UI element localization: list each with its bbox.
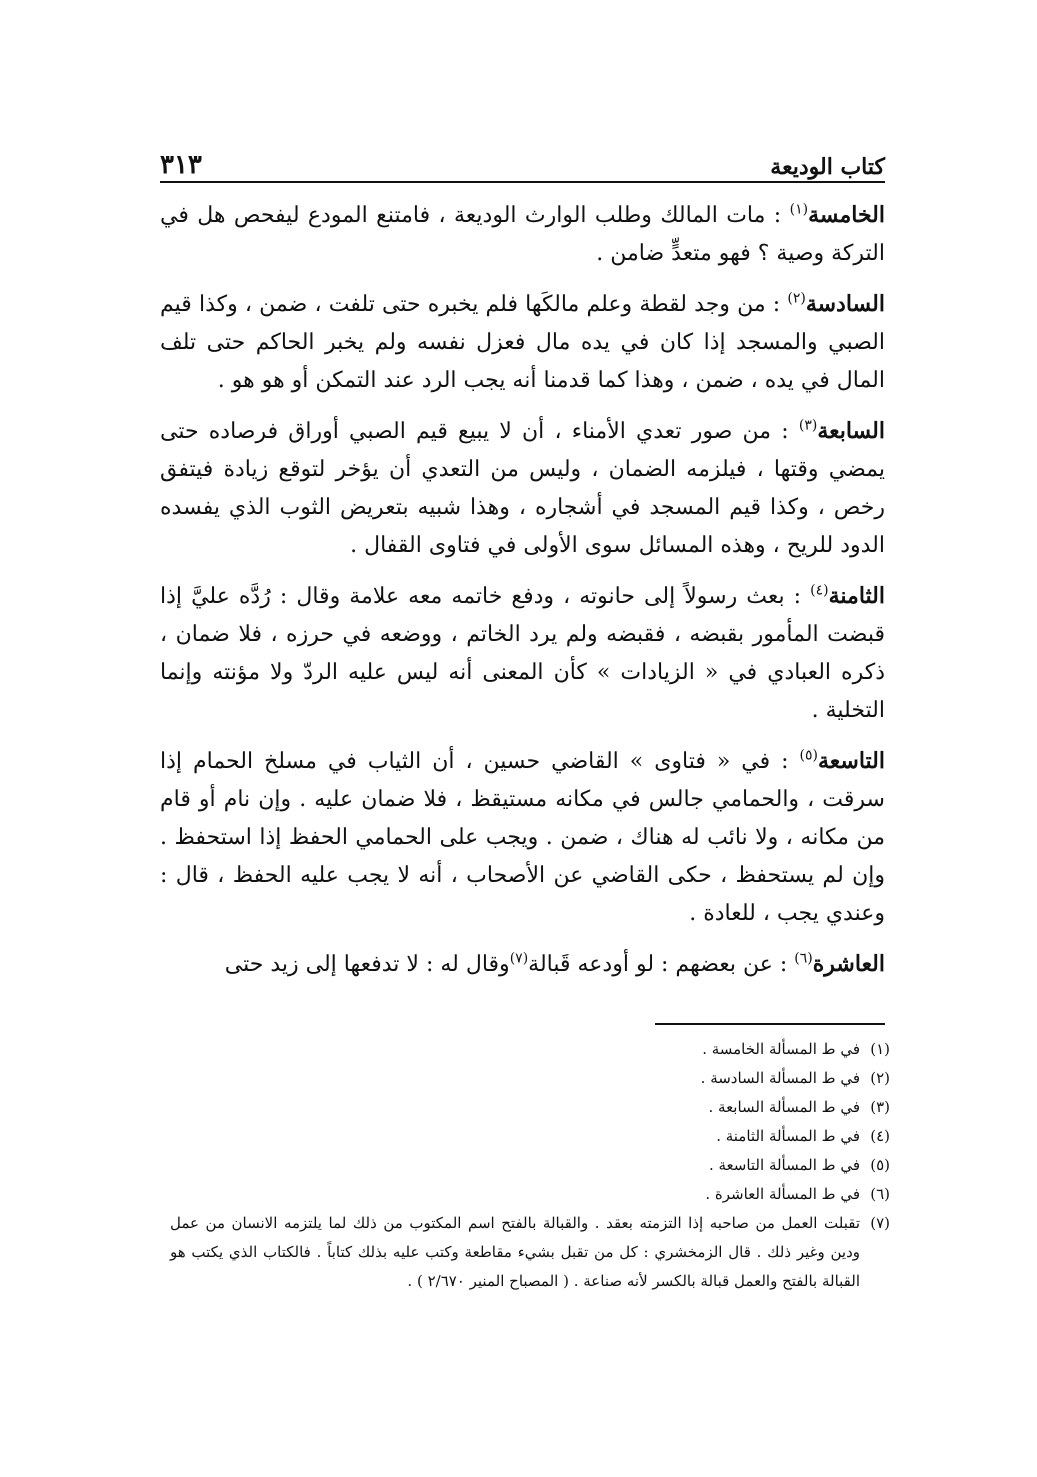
footnote-item [170, 1151, 890, 1180]
footnote-text: تقبلت العمل من صاحبه إذا التزمته بعقد . والقبالة بالفتح اسم المكتوب من ذلك لما يلتزمه الانسان من عمل ودين وغير ذلك . قال الزمخشري : كل من تقبل بشيء مقاطعة وكتب عليه بذلك كتاباً . فالكتاب الذي يكتب هو القبالة بالفتح والعمل قبالة بالكسر لأنه صناعة . ( المصباح المنير ٢/٦٧٠ ) . [170, 1214, 860, 1290]
footnote-text: في ط المسألة السابعة . [708, 1098, 860, 1116]
header-divider [160, 181, 885, 183]
footnote-ref[interactable]: (٧) [509, 950, 529, 967]
footnote-number: (٣) [870, 1098, 890, 1116]
footnotes [170, 1035, 890, 1296]
paragraph-text: : من وجد لقطة وعلم مالكَها فلم يخبره حتى تلفت ، ضمن ، وكذا قيم الصبي والمسجد إذا كان في يده مال فعزل نفسه ولم يخبر الحاكم حتى تلف المال في يده ، ضمن ، وهذا كما قدمنا أنه يجب الرد عند التمكن أو هو هو . [160, 292, 885, 393]
paragraph-sadisa [160, 285, 885, 400]
footnote-text: في ط المسألة التاسعة . [708, 1156, 860, 1174]
footnote-number: (٤) [870, 1127, 890, 1145]
footnote-ref[interactable]: (٢) [787, 290, 806, 307]
chapter-title: كتاب الوديعة [770, 154, 885, 180]
paragraph-khamisa [160, 196, 885, 273]
footnote-ref[interactable]: (٤) [810, 582, 829, 599]
footnote-number: (٧) [870, 1214, 890, 1232]
paragraph-text: : عن بعضهم : لو أودعه قَبالة [528, 952, 795, 977]
paragraph-lead: العاشرة [812, 951, 885, 977]
footnote-text: في ط المسألة العاشرة . [705, 1185, 860, 1203]
footnote-divider [655, 1023, 885, 1025]
footnote-number: (٦) [870, 1185, 890, 1203]
paragraph-text: : مات المالك وطلب الوارث الوديعة ، فامتنع المودع ليفحص هل في التركة وصية ؟ فهو متعدٍّ ضامن . [160, 203, 885, 266]
main-text [160, 196, 885, 996]
paragraph-sabia [160, 412, 885, 565]
paragraph-text: : في « فتاوى » القاضي حسين ، أن الثياب في مسلخ الحمام إذا سرقت ، والحمامي جالس في مكانه مستيقظ ، فلا ضمان عليه . وإن نام أو قام من مكانه ، ولا نائب له هناك ، ضمن . ويجب على الحمامي الحفظ إذا استحفظ . وإن لم يستحفظ ، حكى القاضي عن الأصحاب ، أنه لا يجب عليه الحفظ ، قال : وعندي يجب ، للعادة . [160, 749, 885, 926]
page-number: ٣١٣ [160, 150, 202, 180]
footnote-number: (٢) [870, 1069, 890, 1087]
footnote-number: (٥) [870, 1156, 890, 1174]
footnote-ref[interactable]: (٦) [794, 950, 813, 967]
footnote-text: في ط المسألة الخامسة . [702, 1040, 860, 1058]
footnote-ref[interactable]: (٥) [799, 747, 818, 764]
paragraph-lead: السابعة [817, 418, 885, 444]
paragraph-lead: التاسعة [818, 748, 885, 774]
footnote-item [170, 1209, 890, 1296]
footnote-ref[interactable]: (٣) [798, 417, 818, 434]
paragraph-ashira [160, 945, 885, 984]
paragraph-lead: الثامنة [828, 583, 885, 609]
paragraph-text: وقال له : لا تدفعها إلى زيد حتى [224, 952, 510, 977]
footnote-ref[interactable]: (١) [789, 201, 809, 218]
paragraph-lead: الخامسة [808, 202, 885, 228]
paragraph-text: : من صور تعدي الأمناء ، أن لا يبيع قيم الصبي أوراق فرصاده حتى يمضي وقتها ، فيلزمه الضمان ، وليس من التعدي أن يؤخر لتوقع زيادة فيتفق رخص ، وكذا قيم المسجد في أشجاره ، وهذا شبيه بتعريض الثوب الذي يفسده الدود للريح ، وهذه المسائل سوى الأولى في فتاوى القفال . [160, 419, 885, 558]
footnote-number: (١) [870, 1040, 890, 1058]
paragraph-tasia [160, 742, 885, 933]
footnote-item [170, 1064, 890, 1093]
paragraph-lead: السادسة [805, 291, 885, 317]
footnote-text: في ط المسألة السادسة . [700, 1069, 860, 1087]
paragraph-thamina [160, 577, 885, 730]
footnote-item [170, 1035, 890, 1064]
footnote-item [170, 1180, 890, 1209]
paragraph-text: : بعث رسولاً إلى حانوته ، ودفع خاتمه معه علامة وقال : رُدَّه عليَّ إذا قبضت المأمور بقبضه ، فقبضه ولم يرد الخاتم ، ووضعه في حرزه ، فلا ضمان ، ذكره العبادي في « الزيادات » كأن المعنى أنه ليس عليه الردّ ولا مؤنته وإنما التخلية . [160, 584, 885, 723]
footnote-item [170, 1093, 890, 1122]
footnote-text: في ط المسألة الثامنة . [716, 1127, 860, 1145]
running-header [160, 142, 885, 180]
footnote-item [170, 1122, 890, 1151]
